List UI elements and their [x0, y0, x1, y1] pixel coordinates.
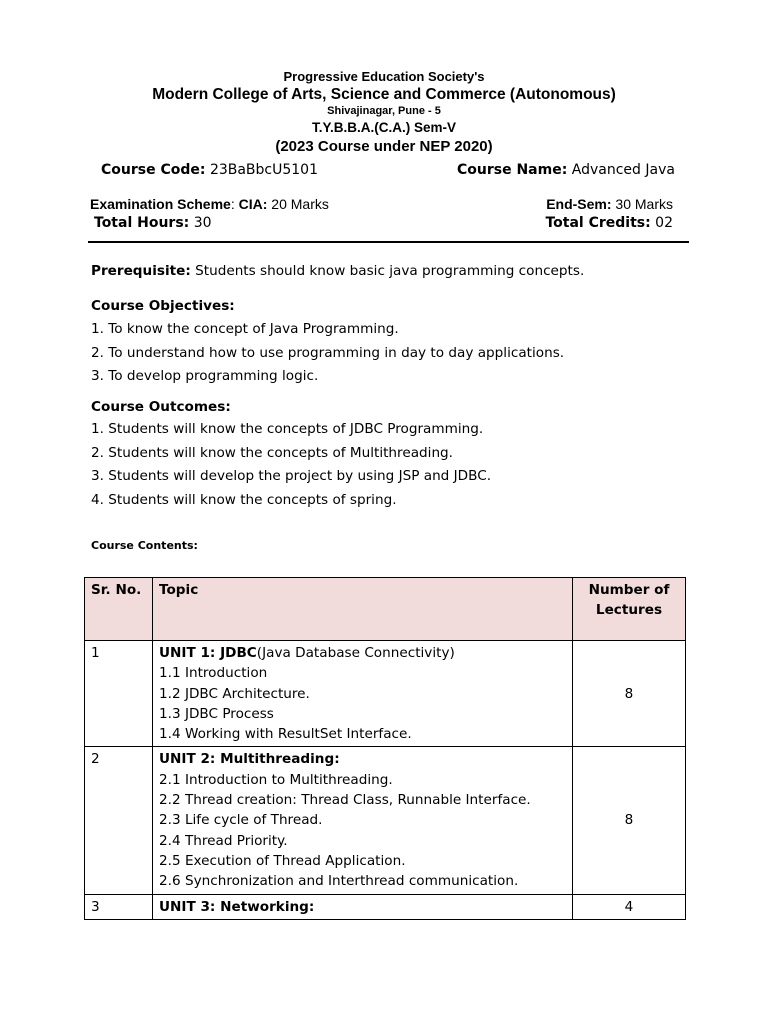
- unit-title: UNIT 2: Multithreading:: [159, 751, 340, 768]
- subtopic: 1.1 Introduction: [159, 665, 268, 682]
- subtopic: 2.6 Synchronization and Interthread communication.: [159, 873, 519, 890]
- course-name-label: Course Name:: [457, 162, 568, 178]
- course-contents-table: [84, 577, 686, 920]
- subtopic: 2.5 Execution of Thread Application.: [159, 852, 406, 869]
- total-hours-label: Total Hours:: [94, 215, 190, 231]
- outcomes-heading: Course Outcomes:: [91, 399, 231, 415]
- header-divider: [88, 241, 689, 243]
- outcome-item: 4. Students will know the concepts of spring.: [91, 492, 397, 508]
- total-hours-value: 30: [193, 215, 212, 231]
- col-topic: Topic: [153, 578, 573, 641]
- subtopic: 1.2 JDBC Architecture.: [159, 685, 310, 702]
- row-topic: [153, 894, 573, 919]
- course-code-label: Course Code:: [101, 162, 206, 178]
- exam-scheme-label: Examination Scheme: [90, 196, 231, 212]
- society-name: Progressive Education Society's: [283, 69, 485, 84]
- prerequisite-label: Prerequisite:: [91, 263, 191, 279]
- total-hours: [94, 215, 212, 231]
- col-lectures: Number of Lectures: [573, 578, 686, 641]
- course-code-value: 23BaBbcU5101: [209, 162, 318, 178]
- outcome-item: 1. Students will know the concepts of JDBC Programming.: [91, 421, 484, 437]
- col-sr-no: Sr. No.: [85, 578, 153, 641]
- subtopic: 2.4 Thread Priority.: [159, 832, 288, 849]
- row-sr: 1: [85, 641, 153, 747]
- row-sr: 3: [85, 894, 153, 919]
- endsem: [546, 196, 673, 212]
- total-credits-label: Total Credits:: [545, 215, 651, 231]
- objective-item: 3. To develop programming logic.: [91, 368, 319, 384]
- prerequisite-text: Students should know basic java programming concepts.: [195, 263, 585, 279]
- row-lectures: 8: [573, 747, 686, 894]
- subtopic: 2.3 Life cycle of Thread.: [159, 812, 323, 829]
- cia-value: 20 Marks: [271, 196, 329, 212]
- program-name: T.Y.B.B.A.(C.A.) Sem-V: [311, 120, 457, 135]
- table-row: [85, 894, 686, 919]
- row-lectures: 8: [573, 641, 686, 747]
- unit-title: UNIT 1: JDBC(Java Database Connectivity): [159, 645, 455, 661]
- course-name: [457, 162, 675, 178]
- objective-item: 2. To understand how to use programming in day to day applications.: [91, 345, 565, 361]
- college-location: Shivajinagar, Pune - 5: [327, 105, 441, 117]
- table-row: [85, 747, 686, 894]
- subtopic: 1.4 Working with ResultSet Interface.: [159, 726, 412, 743]
- prerequisite: [91, 263, 584, 279]
- table-header-row: [85, 578, 686, 641]
- row-lectures: 4: [573, 894, 686, 919]
- contents-heading: Course Contents:: [91, 539, 198, 552]
- outcome-item: 2. Students will know the concepts of Multithreading.: [91, 445, 454, 461]
- row-topic: [153, 747, 573, 894]
- endsem-value: 30 Marks: [615, 196, 673, 212]
- course-pattern: (2023 Course under NEP 2020): [275, 138, 493, 155]
- subtopic: 2.2 Thread creation: Thread Class, Runnable Interface.: [159, 792, 531, 809]
- college-name: Modern College of Arts, Science and Commerce (Autonomous): [152, 86, 616, 103]
- objective-item: 1. To know the concept of Java Programming.: [91, 321, 399, 337]
- cia-label: CIA:: [238, 196, 268, 212]
- outcome-item: 3. Students will develop the project by using JSP and JDBC.: [91, 468, 492, 484]
- total-credits-value: 02: [655, 215, 673, 231]
- course-name-value: Advanced Java: [571, 162, 675, 178]
- table-row: [85, 641, 686, 747]
- row-sr: 2: [85, 747, 153, 894]
- subtopic: 2.1 Introduction to Multithreading.: [159, 771, 393, 788]
- total-credits: [545, 215, 673, 231]
- endsem-label: End-Sem:: [546, 196, 612, 212]
- exam-scheme: Examination Scheme: CIA: 20 Marks: [90, 196, 329, 212]
- row-topic: [153, 641, 573, 747]
- objectives-heading: Course Objectives:: [91, 298, 235, 314]
- subtopic: 1.3 JDBC Process: [159, 705, 274, 722]
- course-code: [101, 162, 318, 178]
- unit-title: UNIT 3: Networking:: [159, 898, 315, 915]
